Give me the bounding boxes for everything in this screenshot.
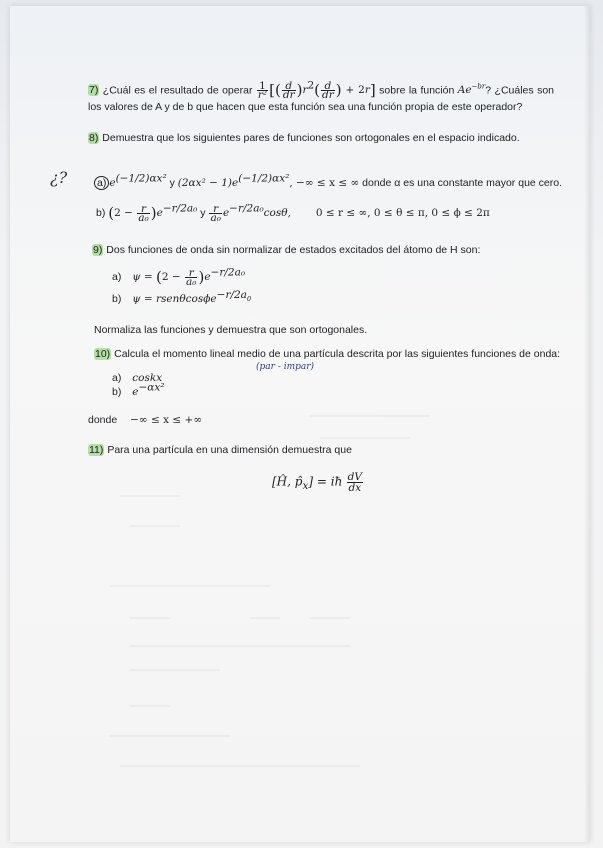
item-10a-expr: coskx <box>132 372 163 384</box>
item-b-label: b) <box>96 206 106 219</box>
problem-8-line-1: Demuestra que los siguientes pares de funciones son ortogonales en el espacio <box>102 132 475 144</box>
item-a-note: donde α es una constante mayor que cero. <box>362 177 563 189</box>
item-9b-expr: ψ = rsenθcosϕe <box>132 293 217 305</box>
item-9a-label: a) <box>112 270 122 283</box>
page-right-edge-shadow <box>584 6 590 842</box>
item-10b-expr: e <box>132 386 139 398</box>
problem-8-line-2: indicado. <box>477 132 520 144</box>
problem-number-10: 10) <box>95 348 111 360</box>
problem-number-11: 11) <box>89 444 104 456</box>
item-b-and: y <box>200 206 206 219</box>
problem-number-9: 9) <box>93 244 103 256</box>
problem-9-item-a: a) ψ = (2 − $\frac{r}{\text{a₀}}$ )$e^{-r/2a_0}$ <box>112 266 246 288</box>
item-a-circled-label: a) <box>94 176 109 190</box>
problem-9-footer: Normaliza las funciones y demuestra que son ortogonales. <box>94 324 368 336</box>
item-a-and: y <box>169 177 175 189</box>
problem-number-7: 7) <box>89 84 99 97</box>
problem-10-line-1: Calcula el momento lineal medio de una partícula descrita por las siguientes funciones de onda: <box>114 348 561 360</box>
problem-7-text-c: ? ¿Cuáles son los <box>88 84 554 113</box>
problem-7-text-a: ¿Cuál es el resultado de operar <box>102 84 253 97</box>
problem-9-item-b: b) ψ = rsenθcosϕe$^{-r/2a_0}$ <box>112 288 252 305</box>
item-b-cos: cosθ, <box>263 206 291 219</box>
item-9b-label: b) <box>112 293 122 305</box>
item-b-ranges: 0 ≤ r ≤ ∞, 0 ≤ θ ≤ π, 0 ≤ ϕ ≤ 2π <box>315 206 490 219</box>
eigenfunction: $Ae^{-br}$ <box>457 82 486 97</box>
where-label: donde <box>88 414 118 426</box>
margin-question-mark: ¿? <box>50 168 68 187</box>
x-range: −∞ ≤ x ≤ +∞ <box>130 414 203 426</box>
problem-7-text-b: sobre la función <box>379 84 455 97</box>
handwritten-note: (par - impar) <box>256 362 315 372</box>
item-10b-label: b) <box>112 386 122 398</box>
item-a-range: , −∞ ≤ x ≤ ∞ <box>289 177 360 189</box>
document-page <box>10 6 590 842</box>
bleed-through-decoration <box>10 6 590 842</box>
item-10a-label: a) <box>112 372 122 384</box>
operator-formula: $\frac{1}{\text{r²}}$ [( $\frac{d}{dr}$ )$r^2$( $\frac{d}{dr}$ ) + 2r] <box>257 79 376 101</box>
problem-7-line-2: valores de A y de b que hacen que esta función sea una función propia de este operador? <box>104 101 523 113</box>
problem-8-item-b: b) (2 − $\frac{r}{\text{a₀}}$ )$e^{-r/2a_0}$ y $\frac{r}{\text{a₀}}$ $e^{-r/2a_0}\cos\theta$, 0 ≤ r ≤ ∞, 0 ≤ θ ≤ π, 0 ≤ ϕ ≤ 2π <box>96 202 490 224</box>
commutator-equation: [Ĥ, $p̂_x$] = iħ $\frac{dV}{dx}$ <box>272 471 362 494</box>
problem-8-item-a: a) $e^{(-1/2)\alpha x^2}$ y $(2\alpha x^2 - 1)e^{(-1/2)\alpha x^2}$, −∞ ≤ x ≤ ∞ donde α es una constante mayor que cero. <box>94 176 562 190</box>
problem-10-item-b: b) $e^{-\alpha x^2}$ <box>112 381 165 398</box>
problem-11-line-1: Para una partícula en una dimensión demuestra que <box>107 444 352 456</box>
problem-9-line-1: Dos funciones de onda sin normalizar de estados excitados del átomo de H son: <box>106 244 481 256</box>
problem-number-8: 8) <box>89 132 99 144</box>
